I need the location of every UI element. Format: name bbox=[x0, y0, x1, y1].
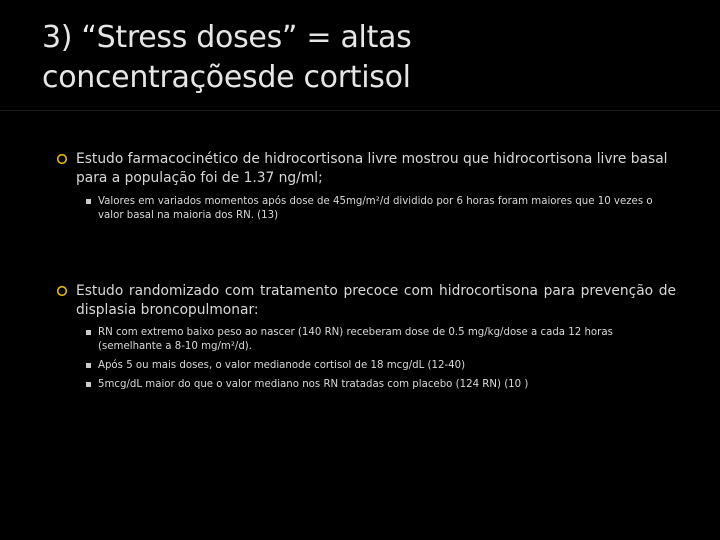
slide-title-line-2: concentraçõesde cortisol bbox=[42, 60, 411, 95]
sub-list-2 bbox=[86, 326, 678, 397]
sub-bullet-text: Valores em variados momentos após dose de 45mg/m²/d dividido por 6 horas foram maiores que 10 vezes o valor basal na maioria dos RN. (13) bbox=[98, 196, 653, 221]
title-divider bbox=[0, 110, 720, 111]
square-bullet-icon bbox=[86, 363, 91, 368]
slide-title-line-1: 3) “Stress doses” = altas bbox=[42, 20, 412, 55]
sub-bullet-text: Após 5 ou mais doses, o valor medianode cortisol de 18 mcg/dL (12-40) bbox=[98, 360, 466, 371]
sub-bullet-text: 5mcg/dL maior do que o valor mediano nos RN tratadas com placebo (124 RN) (10 ) bbox=[98, 379, 529, 390]
sub-bullet-item bbox=[86, 378, 678, 392]
square-bullet-icon bbox=[86, 382, 91, 387]
sub-bullet-item bbox=[86, 195, 678, 223]
bullet-item-2 bbox=[56, 282, 676, 320]
bullet-text: Estudo randomizado com tratamento precoce com hidrocortisona para prevenção de displasia broncopulmonar: bbox=[76, 283, 676, 318]
sub-bullet-text: RN com extremo baixo peso ao nascer (140 RN) receberam dose de 0.5 mg/kg/dose a cada 12 horas (semelhante a 8-10 mg/m²/d). bbox=[98, 327, 613, 352]
sub-bullet-item bbox=[86, 326, 678, 354]
square-bullet-icon bbox=[86, 330, 91, 335]
slide-title bbox=[42, 18, 682, 98]
sub-list-1 bbox=[86, 195, 678, 228]
bullet-item-1 bbox=[56, 150, 676, 188]
bullet-text: Estudo farmacocinético de hidrocortisona livre mostrou que hidrocortisona livre basal para a população foi de 1.37 ng/ml; bbox=[76, 151, 668, 186]
hollow-circle-icon bbox=[56, 153, 68, 165]
square-bullet-icon bbox=[86, 199, 91, 204]
sub-bullet-item bbox=[86, 359, 678, 373]
hollow-circle-icon bbox=[56, 285, 68, 297]
